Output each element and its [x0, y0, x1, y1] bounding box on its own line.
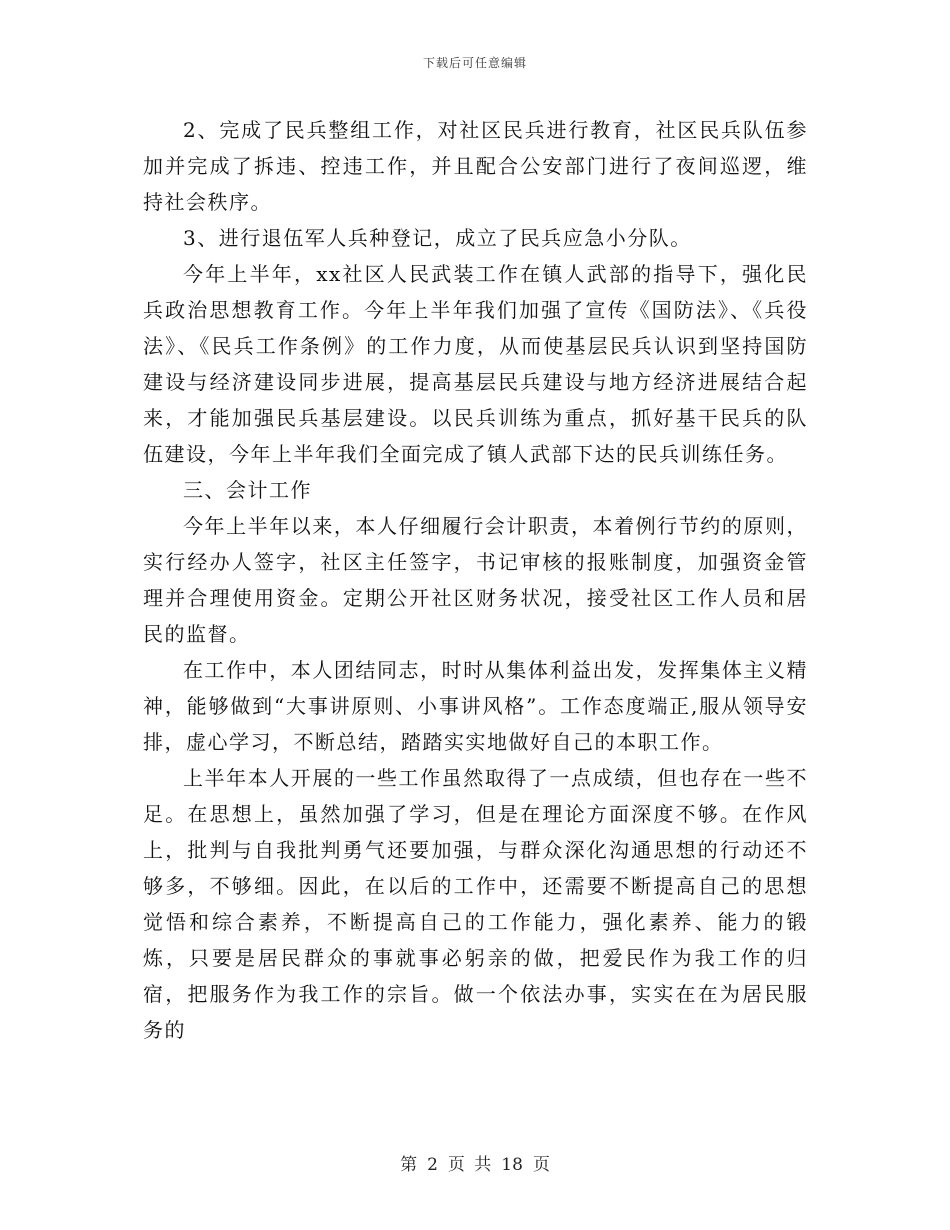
footer-suffix: 页 — [532, 1155, 550, 1175]
paragraph-armed-forces-work: 今年上半年，xx社区人民武装工作在镇人武部的指导下，强化民兵政治思想教育工作。今年上半年我们加强了宣传《国防法》、《兵役法》、《民兵工作条例》的工作力度，从而使基层民兵认识到坚持国防建设与经济建设同步进展，提高基层民兵建设与地方经济进展结合起来，才能加强民兵基层建设。以民兵训练为重点，抓好基干民兵的队伍建设，今年上半年我们全面完成了镇人武部下达的民兵训练任务。 — [143, 262, 808, 466]
paragraph-shortcomings: 上半年本人开展的一些工作虽然取得了一点成绩，但也存在一些不足。在思想上，虽然加强了学习，但是在理论方面深度不够。在作风上，批判与自我批判勇气还要加强，与群众深化沟通思想的行动还不够多，不够细。因此，在以后的工作中，还需要不断提高自己的思想觉悟和综合素养，不断提高自己的工作能力，强化素养、能力的锻炼，只要是居民群众的事就事必躬亲的做，把爱民作为我工作的归宿，把服务作为我工作的宗旨。做一个依法办事，实实在在为居民服务的 — [143, 766, 808, 1042]
paragraph-work-attitude: 在工作中，本人团结同志，时时从集体利益出发，发挥集体主义精神，能够做到“大事讲原则、小事讲风格”。工作态度端正,服从领导安排，虚心学习，不断总结，踏踏实实地做好自己的本职工作。 — [143, 658, 808, 754]
footer-total-pages: 18 — [501, 1155, 523, 1175]
paragraph-militia-reorganization: 2、完成了民兵整组工作，对社区民兵进行教育，社区民兵队伍参加并完成了拆违、控违工作，并且配合公安部门进行了夜间巡逻，维持社会秩序。 — [143, 118, 808, 214]
page-header: 下载后可任意编辑 — [422, 56, 527, 70]
paragraph-veteran-registration: 3、进行退伍军人兵种登记，成立了民兵应急小分队。 — [183, 226, 692, 250]
paragraph-accounting-duties: 今年上半年以来，本人仔细履行会计职责，本着例行节约的原则，实行经办人签字，社区主任签字，书记审核的报账制度，加强资金管理并合理使用资金。定期公开社区财务状况，接受社区工作人员和居民的监督。 — [143, 514, 808, 646]
document-body — [143, 112, 808, 1048]
footer-middle: 页 共 — [447, 1155, 492, 1175]
page-footer — [0, 1150, 950, 1175]
footer-page-number: 2 — [427, 1155, 438, 1175]
footer-prefix: 第 — [400, 1155, 418, 1175]
section-heading-accounting: 三、会计工作 — [183, 478, 312, 502]
